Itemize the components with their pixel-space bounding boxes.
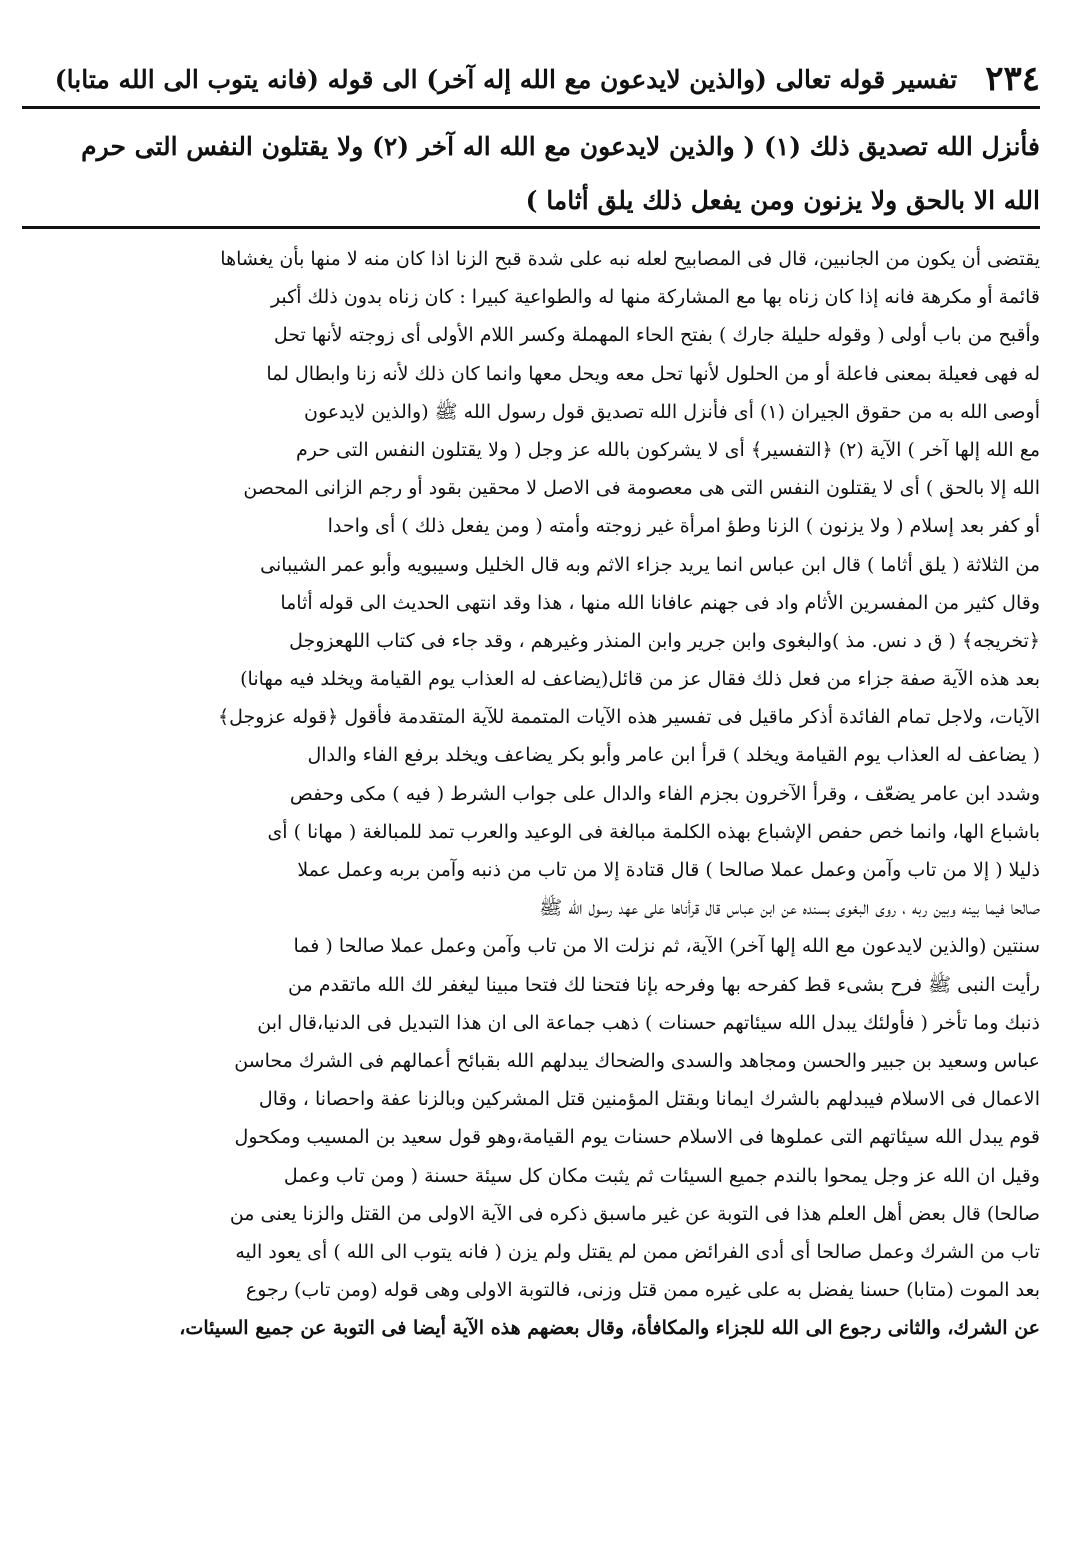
commentary-line: ذليلا ( إلا من تاب وآمن وعمل عملا صالحا ) قال قتادة إلا من تاب من ذنبه وآمن بربه وعمل عملا [297,859,1040,881]
commentary-line: الآيات، ولاجل تمام الفائدة أذكر ماقيل فى تفسير هذه الآيات المتممة للآية المتقدمة فأقول ﴿قوله عزوجل﴾ [217,706,1040,729]
commentary-line: مع الله إلها آخر ) الآية (٢) ﴿التفسير﴾ أى لا يشركون بالله عز وجل ( ولا يقتلون النفس التى حرم [296,438,1040,461]
commentary-line: سنتين (والذين لايدعون مع الله إلها آخر) الآية، ثم نزلت الا من تاب وآمن وعمل عملا صالحا ( فما [293,935,1040,958]
page-number: ٢٣٤ [985,59,1040,99]
commentary-line: عن الشرك، والثانى رجوع الى الله للجزاء والمكافأة، وقال بعضهم هذه الآية أيضا فى التوبة عن جميع السيئات، [179,1317,1040,1340]
commentary-line: صالحا) قال بعض أهل العلم هذا فى التوبة عن غير ماسبق ذكره فى الآية الاولى من القتل والزنا يعنى من [229,1202,1040,1225]
commentary-line: من الثلاثة ( يلق أثاما ) قال ابن عباس انما يريد جزاء الاثم وبه قال الخليل وسيبويه وأبو عمر الشيبانى [260,553,1040,576]
commentary-line: يقتضى أن يكون من الجانبين، قال فى المصابيح لعله نبه على شدة قبح الزنا اذا كان منه لا منها بأن يغشاها [220,248,1040,270]
section-divider [22,226,1040,229]
commentary-line: بعد هذه الآية صفة جزاء من فعل ذلك فقال عز من قائل(يضاعف له العذاب يوم القيامة ويخلد فيه مهانا) [240,668,1040,691]
commentary-line: باشباع الها، وانما خص حفص الإشباع بهذه الكلمة مبالغة فى الوعيد والعرب تمد للمبالغة ( مهانا ) أى [267,820,1040,843]
commentary-line: قائمة أو مكرهة فانه إذا كان زناه بها مع المشاركة منها له والطواعية كبيرا : كان زناه بدون ذلك أكبر [270,286,1040,309]
commentary-line: وشدد ابن عامر يضعّف ، وقرأ الآخرون بجزم الفاء والدال على جواب الشرط ( فيه ) مكى وحفص [289,782,1040,805]
commentary-text [22,240,1040,1347]
page-header [22,52,1040,109]
hadith-line: الله الا بالحق ولا يزنون ومن يفعل ذلك يلق أثاما ) [525,186,1040,215]
commentary-line: له فهى فعيلة بمعنى فاعلة أو من الحلول لأنها تحل معه ويحل معها وانما كان ذلك لأنه زنا وابطال لما [266,362,1040,385]
commentary-line: وقيل ان الله عز وجل يمحوا بالندم جميع السيئات ثم يثبت مكان كل سيئة حسنة ( ومن تاب وعمل [283,1164,1040,1187]
commentary-line: تاب من الشرك وعمل صالحا أى أدى الفرائض ممن لم يقتل ولم يزن ( فانه يتوب الى الله ) أى يعود اليه [235,1240,1040,1263]
commentary-line: أو كفر بعد إسلام ( ولا يزنون ) الزنا وطؤ امرأة غير زوجته وأمته ( ومن يفعل ذلك ) أى واحدا [327,515,1040,538]
commentary-line: ذنبك وما تأخر ( فأولئك يبدل الله سيئاتهم حسنات ) ذهب جماعة الى ان هذا التبديل فى الدنيا،قال ابن [257,1011,1040,1034]
hadith-line: فأنزل الله تصديق ذلك (١) ( والذين لايدعون مع الله اله آخر (٢) ولا يقتلون النفس التى حرم [81,132,1040,161]
commentary-line: وقال كثير من المفسرين الأثام واد فى جهنم عافانا الله منها ، هذا وقد انتهى الحديث الى قوله أثاما [280,591,1040,614]
commentary-line: أوصى الله به من حقوق الجيران (١) أى فأنزل الله تصديق قول رسول الله ﷺ (والذين لايدعون [304,400,1040,423]
commentary-line: الاعمال فى الاسلام فيبدلهم بالشرك ايمانا وبقتل المؤمنين قتل المشركين وبالزنا عفة واحصانا ، وقال [258,1088,1040,1111]
running-title: تفسير قوله تعالى (والذين لايدعون مع الله إله آخر) الى قوله (فانه يتوب الى الله متابا) [54,64,958,94]
commentary-line: وأقبح من باب أولى ( وقوله حليلة جارك ) بفتح الحاء المهملة وكسر اللام الأولى أى زوجته لأنها تحل [273,324,1040,347]
commentary-line: ( يضاعف له العذاب يوم القيامة ويخلد ) قرأ ابن عامر وأبو بكر يضاعف ويخلد برفع الفاء والدال [307,744,1040,767]
commentary-line: قوم يبدل الله سيئاتهم التى عملوها فى الاسلام حسنات يوم القيامة،وهو قول سعيد بن المسيب ومكحول [234,1126,1040,1149]
hadith-text [22,120,1040,228]
commentary-line: ﴿تخريجه﴾ ( ق د نس. مذ )والبغوى وابن جرير وابن المنذر وغيرهم ، وقد جاء فى كتاب اللهعزوجل [289,629,1040,652]
commentary-line: الله إلا بالحق ) أى لا يقتلون النفس التى هى معصومة فى الاصل لا محقين بقود أو رجم الزانى المحصن [243,477,1040,500]
commentary-line: بعد الموت (متابا) حسنا يفضل به على غيره ممن قتل وزنى، فالتوبة الاولى وهى قوله (ومن تاب) رجوع [245,1279,1040,1302]
commentary-line: عباس وسعيد بن جبير والحسن ومجاهد والسدى والضحاك يبدلهم الله بقبائح أعمالهم فى الشرك محاسن [234,1049,1040,1072]
commentary-line: رأيت النبى ﷺ فرح بشىء قط كفرحه بها وفرحه بإنا فتحنا لك فتحا مبينا ليغفر لك الله ماتقدم من [288,973,1040,996]
commentary-line: صالحا فيما بينه وبين ربه ، روى البغوى بسنده عن ابن عباس قال قرأناها على عهد رسول الله ﷺ [539,897,1040,920]
